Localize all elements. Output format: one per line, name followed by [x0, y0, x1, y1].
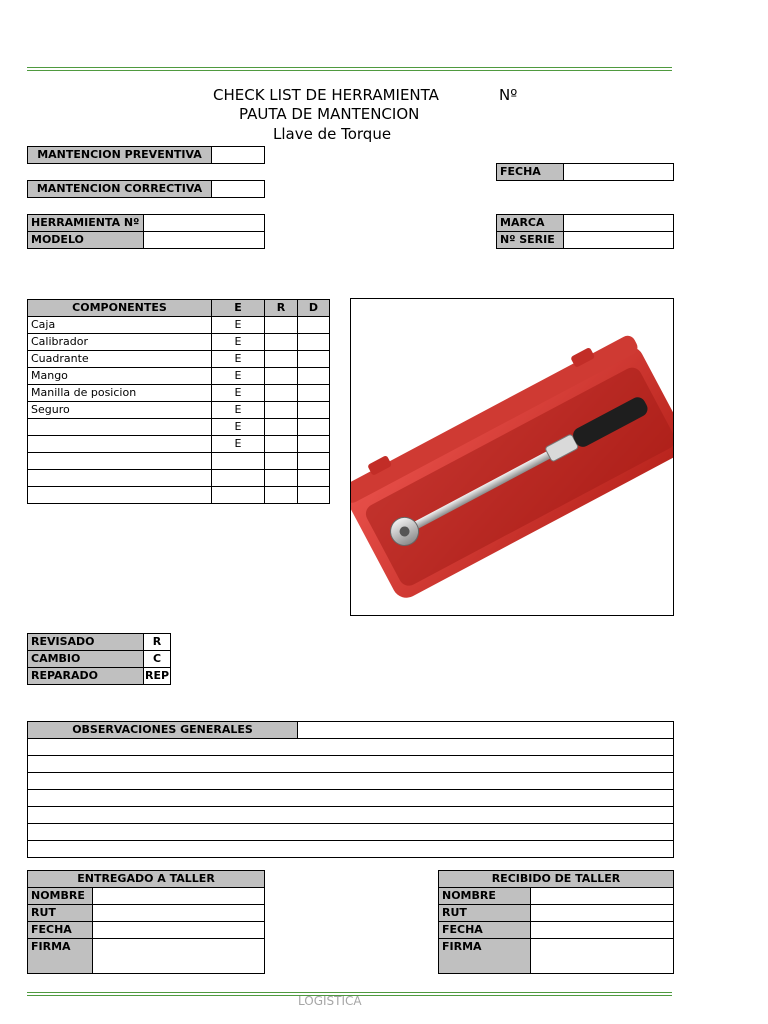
estado-d-cell[interactable] [298, 453, 330, 470]
marca-value-field[interactable] [564, 215, 674, 232]
tool-brand-table [496, 214, 674, 249]
fecha-label: FECHA [497, 164, 564, 181]
correctiva-label: MANTENCION CORRECTIVA [28, 181, 212, 198]
tool-photo [350, 298, 674, 616]
legend-row [28, 651, 171, 668]
component-name: Cuadrante [28, 351, 212, 368]
component-row [28, 453, 330, 470]
component-row [28, 470, 330, 487]
estado-r-cell[interactable] [265, 368, 298, 385]
bottom-rule [27, 992, 672, 993]
observation-line[interactable] [28, 773, 674, 790]
maintenance-correctiva-table [27, 180, 265, 198]
component-row [28, 436, 330, 453]
modelo-value-field[interactable] [144, 232, 265, 249]
component-name: Calibrador [28, 334, 212, 351]
fecha-value-field[interactable] [564, 164, 674, 181]
estado-r-cell[interactable] [265, 419, 298, 436]
estado-r-header: R [265, 300, 298, 317]
observation-line[interactable] [28, 739, 674, 756]
preventiva-label: MANTENCION PREVENTIVA [28, 147, 212, 164]
component-name [28, 453, 212, 470]
estado-d-cell[interactable] [298, 351, 330, 368]
component-name [28, 436, 212, 453]
estado-e-cell[interactable]: E [212, 334, 265, 351]
observation-line[interactable] [28, 824, 674, 841]
estado-e-cell[interactable] [212, 453, 265, 470]
document-subtitle: PAUTA DE MANTENCION [239, 105, 420, 123]
footer-text: LOGISTICA [298, 994, 362, 1008]
maintenance-preventiva-table [27, 146, 265, 164]
estado-e-cell[interactable]: E [212, 317, 265, 334]
estado-r-cell[interactable] [265, 436, 298, 453]
entregado-firma-label: FIRMA [28, 939, 93, 974]
observation-line[interactable] [28, 756, 674, 773]
number-label: Nº [499, 86, 518, 104]
observation-line[interactable] [28, 841, 674, 858]
recibido-nombre-label: NOMBRE [439, 888, 531, 905]
estado-e-cell[interactable] [212, 470, 265, 487]
recibido-rut-field[interactable] [531, 905, 674, 922]
estado-r-cell[interactable] [265, 453, 298, 470]
recibido-fecha-label: FECHA [439, 922, 531, 939]
observation-line[interactable] [28, 807, 674, 824]
component-row [28, 317, 330, 334]
estado-r-cell[interactable] [265, 402, 298, 419]
top-rule-secondary [27, 70, 672, 71]
observations-label: OBSERVACIONES GENERALES [28, 722, 298, 739]
estado-e-cell[interactable]: E [212, 419, 265, 436]
estado-d-cell[interactable] [298, 402, 330, 419]
estado-d-header: D [298, 300, 330, 317]
component-row [28, 385, 330, 402]
legend-code: REP [144, 668, 171, 685]
estado-e-cell[interactable]: E [212, 368, 265, 385]
recibido-table [438, 870, 674, 974]
legend-row [28, 668, 171, 685]
component-name: Mango [28, 368, 212, 385]
estado-r-cell[interactable] [265, 487, 298, 504]
component-row [28, 402, 330, 419]
estado-d-cell[interactable] [298, 470, 330, 487]
entregado-table [27, 870, 265, 974]
components-header-row [28, 300, 330, 317]
herramienta-value-field[interactable] [144, 215, 265, 232]
observations-field[interactable] [298, 722, 674, 739]
component-row [28, 368, 330, 385]
estado-e-header: E [212, 300, 265, 317]
estado-d-cell[interactable] [298, 368, 330, 385]
component-name: Seguro [28, 402, 212, 419]
component-name [28, 470, 212, 487]
modelo-label: MODELO [28, 232, 144, 249]
entregado-nombre-field[interactable] [93, 888, 265, 905]
observation-line[interactable] [28, 790, 674, 807]
torque-wrench-case-image [351, 299, 673, 615]
entregado-fecha-label: FECHA [28, 922, 93, 939]
component-name: Caja [28, 317, 212, 334]
components-header: COMPONENTES [28, 300, 212, 317]
estado-r-cell[interactable] [265, 351, 298, 368]
legend-code: C [144, 651, 171, 668]
estado-r-cell[interactable] [265, 385, 298, 402]
recibido-nombre-field[interactable] [531, 888, 674, 905]
estado-e-cell[interactable]: E [212, 402, 265, 419]
estado-d-cell[interactable] [298, 385, 330, 402]
entregado-firma-field[interactable] [93, 939, 265, 974]
recibido-firma-label: FIRMA [439, 939, 531, 974]
estado-d-cell[interactable] [298, 419, 330, 436]
component-name [28, 487, 212, 504]
estado-e-cell[interactable] [212, 487, 265, 504]
recibido-firma-field[interactable] [531, 939, 674, 974]
top-rule [27, 67, 672, 68]
component-row [28, 487, 330, 504]
entregado-rut-field[interactable] [93, 905, 265, 922]
estado-d-cell[interactable] [298, 436, 330, 453]
status-legend-table [27, 633, 171, 685]
recibido-title: RECIBIDO DE TALLER [439, 871, 674, 888]
component-name [28, 419, 212, 436]
preventiva-value-field[interactable] [212, 147, 265, 164]
components-table [27, 299, 330, 504]
estado-e-cell[interactable]: E [212, 351, 265, 368]
marca-label: MARCA [497, 215, 564, 232]
document-title: CHECK LIST DE HERRAMIENTA [213, 86, 439, 104]
estado-e-cell[interactable]: E [212, 385, 265, 402]
legend-code: R [144, 634, 171, 651]
estado-d-cell[interactable] [298, 317, 330, 334]
entregado-nombre-label: NOMBRE [28, 888, 93, 905]
estado-r-cell[interactable] [265, 470, 298, 487]
legend-label: REVISADO [28, 634, 144, 651]
observations-table [27, 721, 674, 858]
component-row [28, 419, 330, 436]
entregado-title: ENTREGADO A TALLER [28, 871, 265, 888]
serie-label: Nº SERIE [497, 232, 564, 249]
legend-label: REPARADO [28, 668, 144, 685]
component-row [28, 351, 330, 368]
tool-id-table [27, 214, 265, 249]
estado-d-cell[interactable] [298, 487, 330, 504]
entregado-fecha-field[interactable] [93, 922, 265, 939]
component-name: Manilla de posicion [28, 385, 212, 402]
recibido-rut-label: RUT [439, 905, 531, 922]
estado-e-cell[interactable]: E [212, 436, 265, 453]
serie-value-field[interactable] [564, 232, 674, 249]
tool-name: Llave de Torque [273, 125, 392, 143]
component-row [28, 334, 330, 351]
fecha-table [496, 163, 674, 181]
estado-r-cell[interactable] [265, 334, 298, 351]
entregado-rut-label: RUT [28, 905, 93, 922]
herramienta-label: HERRAMIENTA Nº [28, 215, 144, 232]
estado-r-cell[interactable] [265, 317, 298, 334]
legend-label: CAMBIO [28, 651, 144, 668]
legend-row [28, 634, 171, 651]
recibido-fecha-field[interactable] [531, 922, 674, 939]
correctiva-value-field[interactable] [212, 181, 265, 198]
estado-d-cell[interactable] [298, 334, 330, 351]
